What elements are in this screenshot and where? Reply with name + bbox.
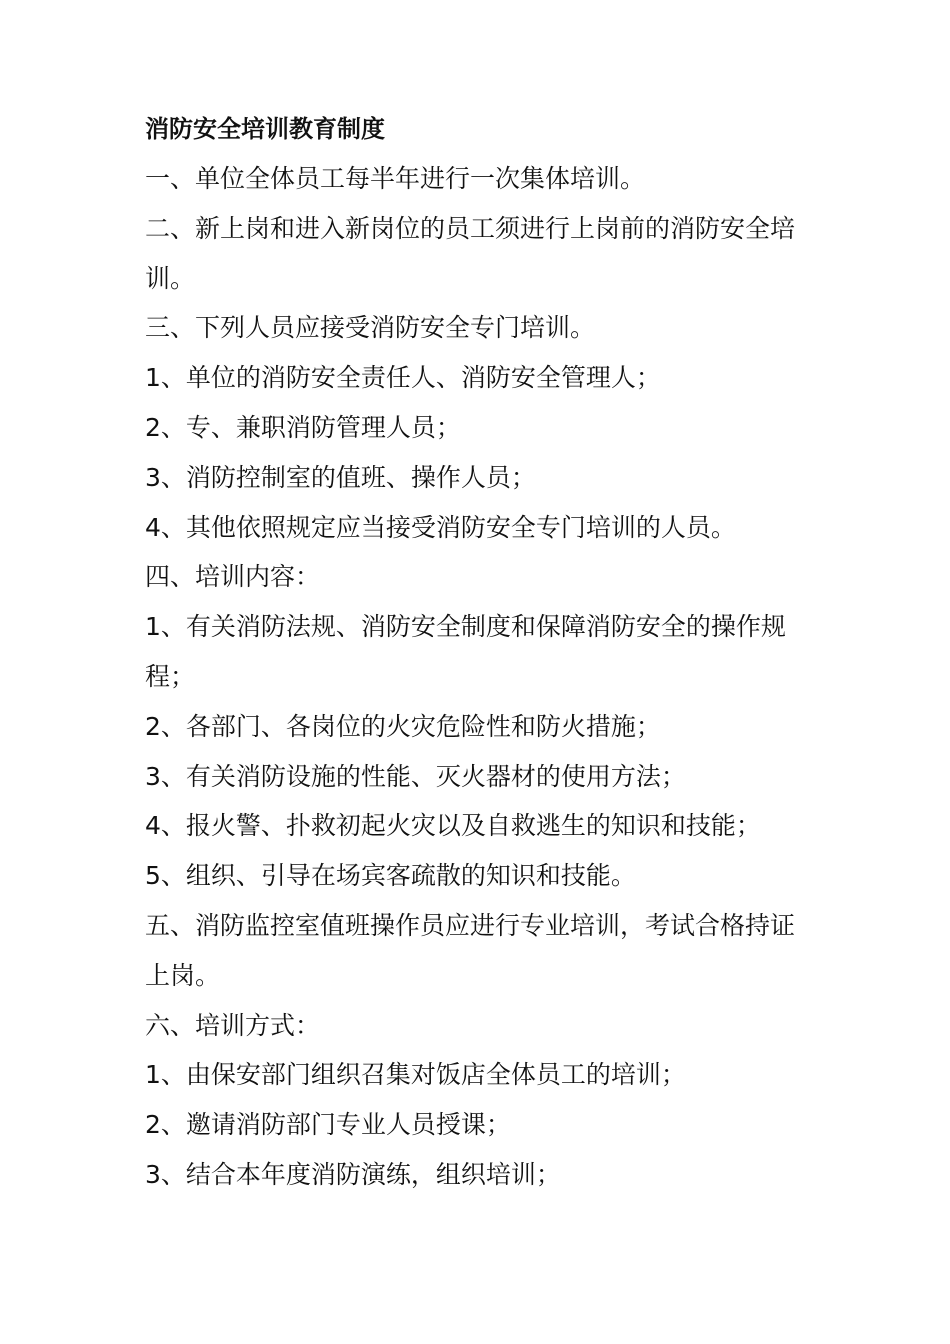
rule-4-item-1: 1、有关消防法规、消防安全制度和保障消防安全的操作规程； [145,612,786,691]
rule-3-item-4: 4、其他依照规定应当接受消防安全专门培训的人员。 [145,512,736,542]
rule-6-training-methods: 六、培训方式： [145,1010,321,1040]
rule-3-special-training: 三、下列人员应接受消防安全专门培训。 [145,313,596,343]
rule-1-annual-training: 一、单位全体员工每半年进行一次集体培训。 [145,164,646,193]
rule-5-monitor-room-training: 五、消防监控室值班操作员应进行专业培训，考试合格持证上岗。 [145,910,796,990]
document-page [145,104,815,1200]
rule-4-item-4: 4、报火警、扑救初起火灾以及自救逃生的知识和技能； [145,811,761,841]
rule-6-item-2: 2、邀请消防部门专业人员授课； [145,1110,511,1140]
rule-4-training-content: 四、培训内容： [145,562,321,592]
rule-4-item-2: 2、各部门、各岗位的火灾危险性和防火措施； [145,711,661,741]
rule-2-pre-job-training: 二、新上岗和进入新岗位的员工须进行上岗前的消防安全培训。 [145,213,796,293]
rule-6-item-3: 3、结合本年度消防演练，组织培训； [145,1159,561,1189]
rule-6-item-1: 1、由保安部门组织召集对饭店全体员工的培训； [145,1060,686,1090]
rule-4-item-5: 5、组织、引导在场宾客疏散的知识和技能。 [145,861,636,891]
rule-3-item-2: 2、专、兼职消防管理人员； [145,412,461,442]
document-title: 消防安全培训教育制度 [145,115,385,143]
rule-3-item-3: 3、消防控制室的值班、操作人员； [145,462,536,492]
rule-3-item-1: 1、单位的消防安全责任人、消防安全管理人； [145,363,661,393]
rule-4-item-3: 3、有关消防设施的性能、灭火器材的使用方法； [145,761,686,791]
